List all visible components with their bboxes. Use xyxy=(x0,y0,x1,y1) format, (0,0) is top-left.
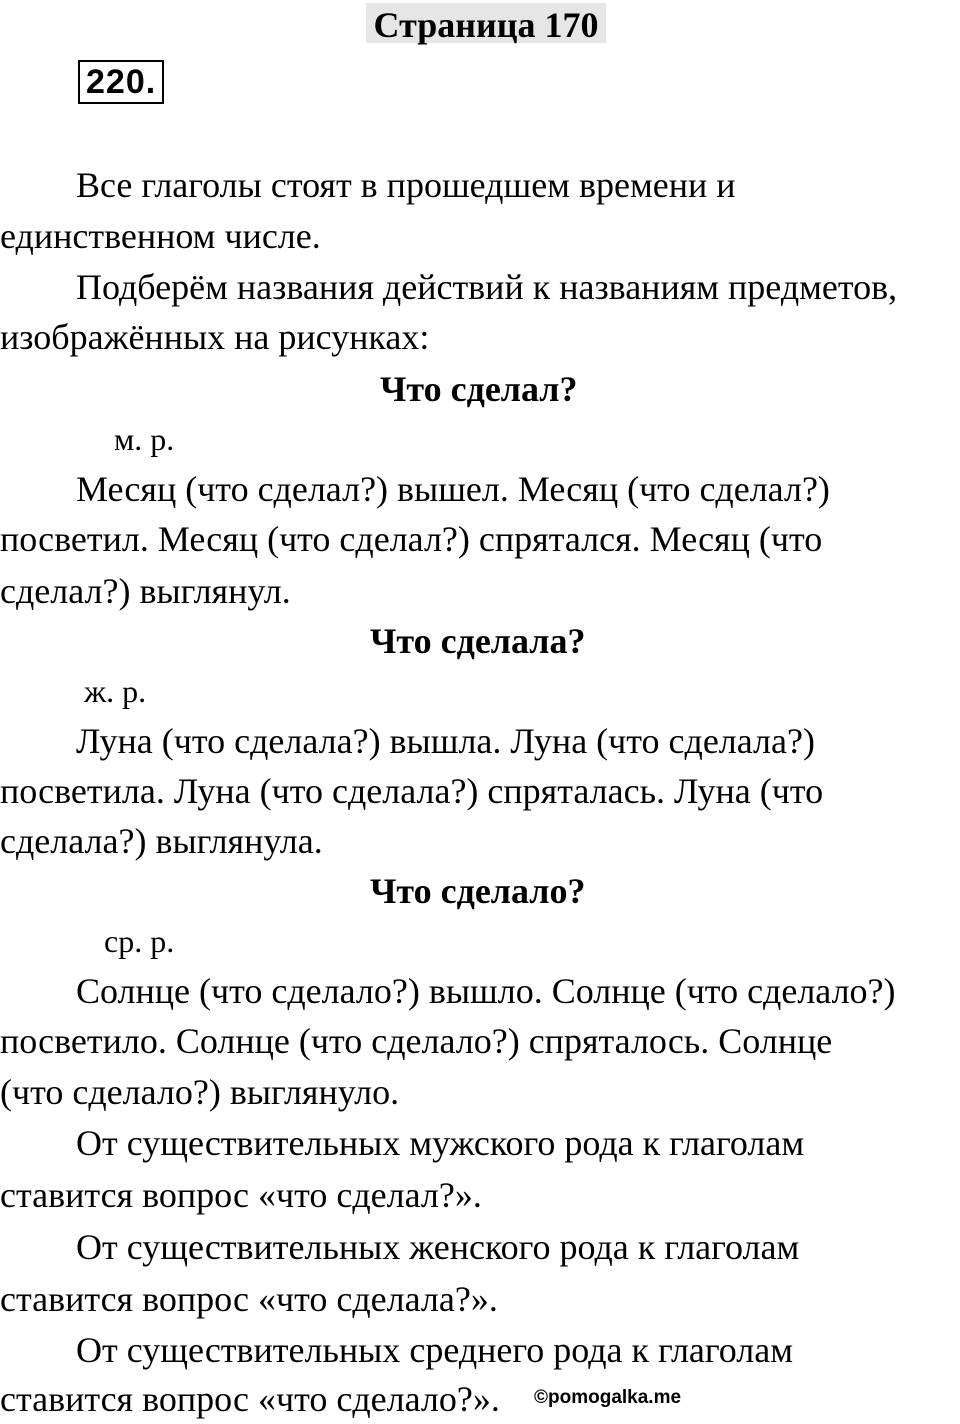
gender-label-neuter: ср. р. xyxy=(104,923,175,959)
conclusion-feminine-line-1: От существительных женского рода к глаголам xyxy=(76,1227,800,1267)
neuter-line-1: Солнце (что сделало?) вышло. Солнце (что сделало?) xyxy=(76,971,896,1011)
task-number: 220. xyxy=(78,60,164,104)
intro-line-1: Все глаголы стоят в прошедшем времени и xyxy=(76,165,736,205)
page-title: Страница 170 xyxy=(366,3,606,43)
section-heading-neuter: Что сделало? xyxy=(370,871,586,911)
section-heading-feminine: Что сделала? xyxy=(370,621,586,661)
conclusion-masculine-line-1: От существительных мужского рода к глаголам xyxy=(76,1123,805,1163)
masculine-line-3: сделал?) выглянул. xyxy=(0,571,291,611)
site-watermark: ©pomogalka.me xyxy=(534,1387,682,1408)
conclusion-feminine-line-2: ставится вопрос «что сделала?». xyxy=(0,1279,498,1319)
masculine-line-2: посветил. Месяц (что сделал?) спрятался. Месяц (что xyxy=(0,519,823,559)
conclusion-neuter-line-2: ставится вопрос «что сделало?». xyxy=(0,1379,500,1419)
intro-line-2: единственном числе. xyxy=(0,216,321,256)
masculine-line-1: Месяц (что сделал?) вышел. Месяц (что сделал?) xyxy=(76,469,830,509)
conclusion-masculine-line-2: ставится вопрос «что сделал?». xyxy=(0,1175,482,1215)
conclusion-neuter-line-1: От существительных среднего рода к глаголам xyxy=(76,1330,794,1370)
match-line-1: Подберём названия действий к названиям предметов, xyxy=(76,267,898,307)
match-line-2: изображённых на рисунках: xyxy=(0,317,430,357)
gender-label-masculine: м. р. xyxy=(114,421,175,457)
section-heading-masculine: Что сделал? xyxy=(380,369,578,409)
feminine-line-2: посветила. Луна (что сделала?) спряталась. Луна (что xyxy=(0,771,824,811)
neuter-line-2: посветило. Солнце (что сделало?) спряталось. Солнце xyxy=(0,1021,833,1061)
feminine-line-1: Луна (что сделала?) вышла. Луна (что сделала?) xyxy=(76,721,815,761)
neuter-line-3: (что сделало?) выглянуло. xyxy=(0,1072,400,1112)
feminine-line-3: сделала?) выглянула. xyxy=(0,821,323,861)
gender-label-feminine: ж. р. xyxy=(84,673,147,709)
